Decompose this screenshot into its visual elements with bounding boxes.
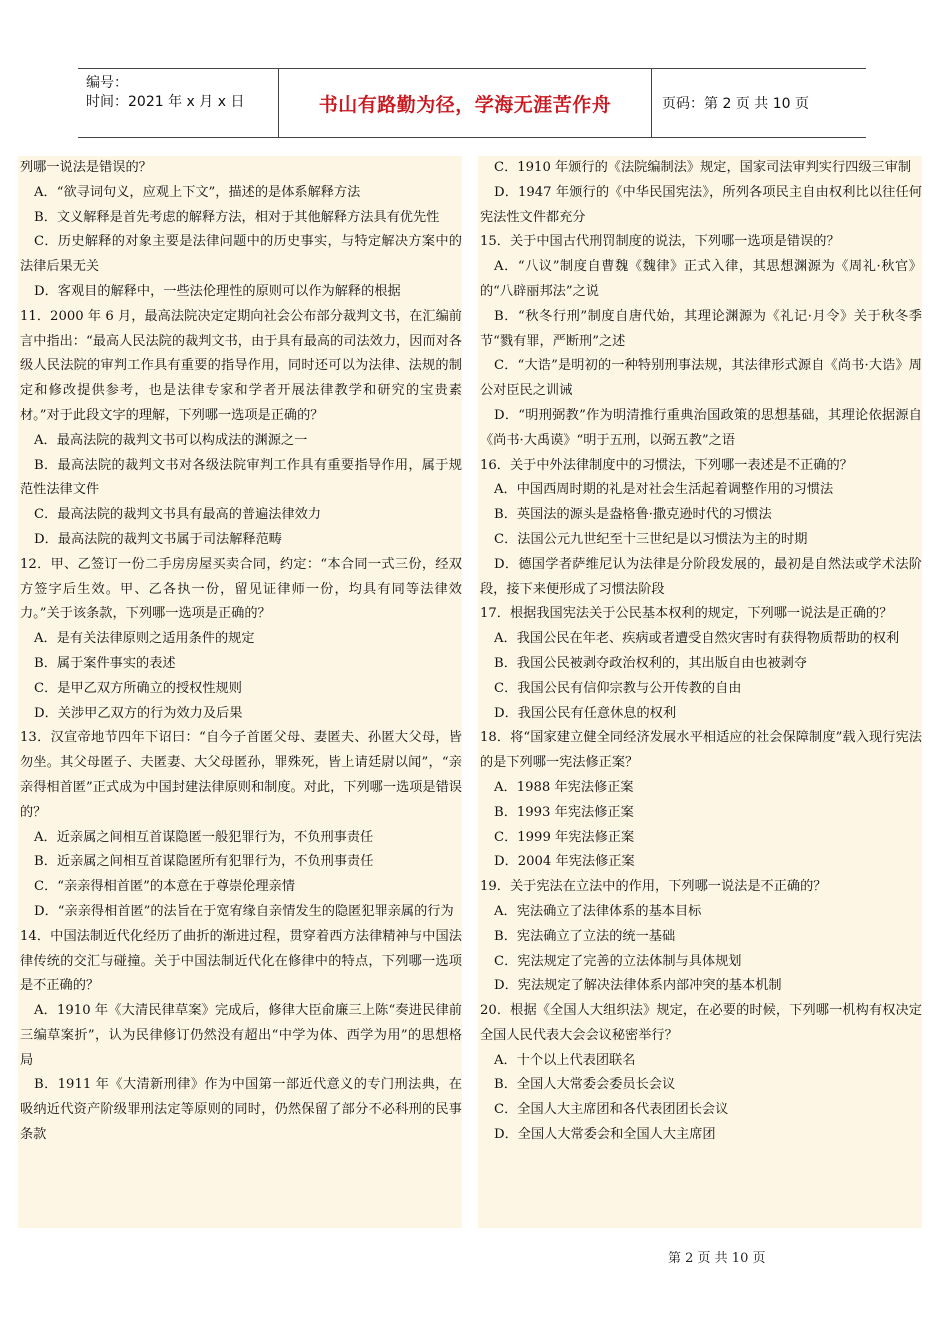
document-number-label: 编号： [86,75,128,91]
question-text: 12．甲、乙签订一份二手房房屋买卖合同，约定：“本合同一式三份，经双方签字后生效。甲、乙各执一份，留见证律师一份，均具有同等法律效力。”关于该条款，下列哪一选项是正确的？ [20,556,462,622]
question-text: 列哪一说法是错误的？ [20,160,152,175]
answer-option: A．“欲寻词句义，应观上下文”，描述的是体系解释方法 [34,184,361,200]
page-header [78,68,866,138]
question-text: 19．关于宪法在立法中的作用，下列哪一说法是不正确的？ [480,879,827,895]
question-text: 11．2000 年 6 月，最高法院决定定期向社会公布部分裁判文书，在汇编前言中指出：“最高人民法院的裁判文书，由于具有最高的司法效力，因而对各级人民法院的审判工作具有重要的指导作用，同时还可以为法律、法规的制定和修改提供参考，也是法律专家和学者开展法律教学和研究的宝贵素材。”对于此段文字的理解，下列哪一选项是正确的？ [20,308,462,423]
header-page-cell [652,69,876,137]
answer-option: B．文义解释是首先考虑的解释方法，相对于其他解释方法具有优先性 [34,209,440,225]
header-motto: 书山有路勤为径，学海无涯苦作舟 [318,93,612,116]
question-text: 14．中国法制近代化经历了曲折的渐进过程，贯穿着西方法律精神与中国法律传统的交汇与碰撞。关于中国法制近代化在修律中的特点，下列哪一选项是不正确的？ [20,928,462,994]
answer-option: A．我国公民在年老、疾病或者遭受自然灾害时有获得物质帮助的权利 [494,631,900,647]
answer-option: D．宪法规定了解决法律体系内部冲突的基本机制 [494,978,782,994]
answer-option: B．全国人大常委会委员长会议 [494,1077,676,1093]
answer-option: C．历史解释的对象主要是法律问题中的历史事实，与特定解决方案中的法律后果无关 [20,234,462,275]
answer-option: D．最高法院的裁判文书属于司法解释范畴 [34,531,282,547]
answer-option: B．1911 年《大清新刑律》作为中国第一部近代意义的专门刑法典，在吸纳近代资产阶级罪刑法定等原则的同时，仍然保留了部分不必科刑的民事条款 [20,1077,462,1143]
answer-option: D．全国人大常委会和全国人大主席团 [494,1127,716,1143]
answer-option: C．我国公民有信仰宗教与公开传教的自由 [494,680,742,696]
question-text: 18．将“国家建立健全同经济发展水平相适应的社会保障制度”载入现行宪法的是下列哪一宪法修正案？ [480,730,922,771]
answer-option: D．2004 年宪法修正案 [494,854,635,870]
answer-option: B．1993 年宪法修正案 [494,804,634,820]
question-text: 16．关于中外法律制度中的习惯法，下列哪一表述是不正确的？ [480,457,853,473]
answer-option: B．“秋冬行刑”制度自唐代始，其理论渊源为《礼记·月令》关于秋冬季节“戮有罪，严断刑”之述 [480,308,922,349]
document-date-label: 时间：2021 年 x 月 x 日 [86,94,245,110]
answer-option: A．最高法院的裁判文书可以构成法的渊源之一 [34,432,308,448]
question-text: 13．汉宣帝地节四年下诏曰：“自今子首匿父母、妻匿夫、孙匿大父母，皆勿坐。其父母匿子、夫匿妻、大父母匿孙，罪殊死，皆上请廷尉以闻”，“亲亲得相首匿”正式成为中国封建法律原则和制度。对此，下列哪一选项是错误的？ [20,730,462,820]
answer-option: D．“明刑弼教”作为明清推行重典治国政策的思想基础，其理论依据源自《尚书·大禹谟》“明于五刑，以弼五教”之语 [480,407,922,448]
answer-option: A．1988 年宪法修正案 [494,779,634,795]
answer-option: D．1947 年颁行的《中华民国宪法》，所列各项民主自由权利比以往任何宪法性文件都充分 [480,184,922,225]
header-motto-cell [279,69,652,137]
answer-option: C．“亲亲得相首匿”的本意在于尊崇伦理亲情 [34,879,295,895]
answer-option: A．十个以上代表团联名 [494,1052,636,1068]
answer-option: A．1910 年《大清民律草案》完成后，修律大臣俞廉三上陈“奏进民律前三编草案折”，认为民律修订仍然没有超出“中学为体、西学为用”的思想格局 [20,1003,462,1068]
answer-option: D．我国公民有任意休息的权利 [494,705,677,721]
question-text: 20．根据《全国人大组织法》规定，在必要的时候，下列哪一机构有权决定全国人民代表大会会议秘密举行？ [480,1003,922,1043]
answer-option: D．关涉甲乙双方的行为效力及后果 [34,705,243,721]
answer-option: A．中国西周时期的礼是对社会生活起着调整作用的习惯法 [494,482,834,498]
answer-option: C．全国人大主席团和各代表团团长会议 [494,1102,729,1118]
answer-option: D．德国学者萨维尼认为法律是分阶段发展的，最初是自然法或学术法阶段，接下来便形成了习惯法阶段 [480,556,922,597]
question-text: 17．根据我国宪法关于公民基本权利的规定，下列哪一说法是正确的？ [480,606,893,622]
answer-option: B．宪法确立了立法的统一基础 [494,928,676,944]
left-text-column [18,156,462,1228]
answer-option: B．近亲属之间相互首谋隐匿所有犯罪行为，不负刑事责任 [34,854,374,870]
answer-option: B．最高法院的裁判文书对各级法院审判工作具有重要指导作用，属于规范性法律文件 [20,457,462,498]
answer-option: C．最高法院的裁判文书具有最高的普遍法律效力 [34,507,322,523]
answer-option: A．“八议”制度自曹魏《魏律》正式入律，其思想渊源为《周礼·秋官》的“八辟丽邦法”之说 [480,259,922,299]
answer-option: C．法国公元九世纪至十三世纪是以习惯法为主的时期 [494,531,808,547]
question-text: 15．关于中国古代刑罚制度的说法，下列哪一选项是错误的？ [480,234,840,250]
answer-option: C．“大诰”是明初的一种特别刑事法规，其法律形式源自《尚书·大诰》周公对臣民之训诫 [480,358,922,399]
answer-option: C．1910 年颁行的《法院编制法》规定，国家司法审判实行四级三审制 [494,160,912,175]
answer-option: A．近亲属之间相互首谋隐匿一般犯罪行为，不负刑事责任 [34,829,374,845]
answer-option: C．1999 年宪法修正案 [494,829,635,845]
header-page-number: 页码：第 2 页 共 10 页 [662,96,809,112]
page-footer: 第 2 页 共 10 页 [668,1251,766,1266]
answer-option: B．属于案件事实的表述 [34,655,176,671]
answer-option: C．是甲乙双方所确立的授权性规则 [34,680,242,696]
answer-option: A．宪法确立了法律体系的基本目标 [494,903,702,919]
answer-option: B．我国公民被剥夺政治权利的，其出版自由也被剥夺 [494,655,808,671]
answer-option: B．英国法的源头是盎格鲁·撒克逊时代的习惯法 [494,507,772,523]
answer-option: C．宪法规定了完善的立法体制与具体规划 [494,953,742,969]
right-text-column [478,156,922,1228]
answer-option: D．“亲亲得相首匿”的法旨在于宽宥缘自亲情发生的隐匿犯罪亲属的行为 [34,903,454,919]
answer-option: D．客观目的解释中，一些法伦理性的原则可以作为解释的根据 [34,283,401,299]
answer-option: A．是有关法律原则之适用条件的规定 [34,631,255,647]
header-meta [78,69,279,137]
